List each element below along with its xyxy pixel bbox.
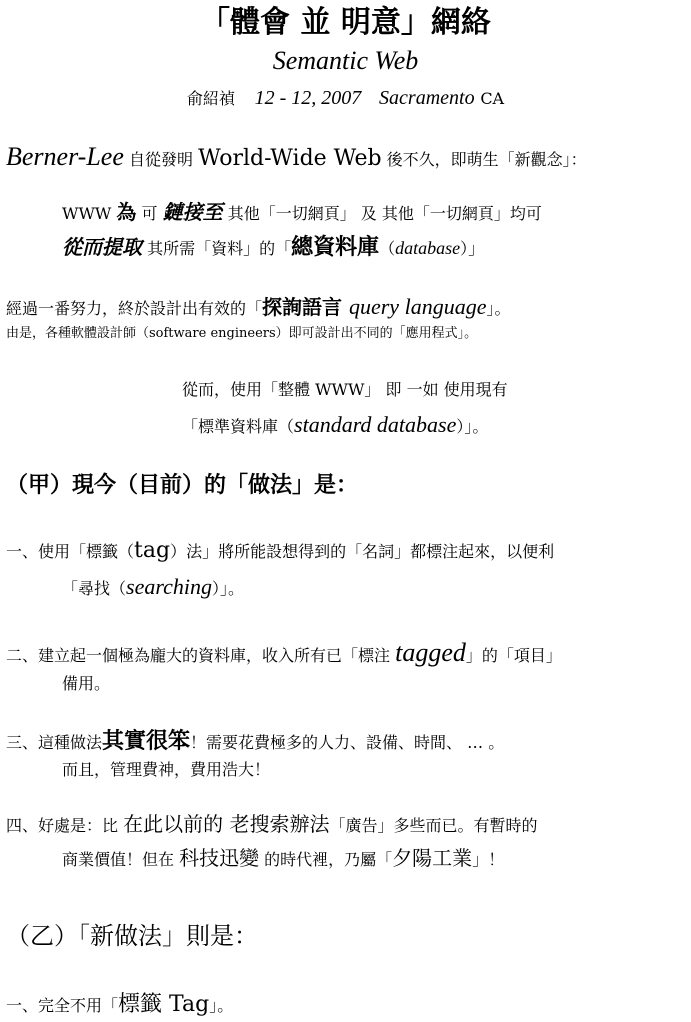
item-a4-close: 」！ (472, 850, 505, 869)
item-a1-rest: ）法」將所能設想得到的「名詞」都標注起來，以便利 (170, 542, 555, 561)
para2-line1 (6, 296, 510, 318)
item-a4-line1 (6, 814, 537, 834)
item-b1-lead: 完全不用「 (38, 996, 119, 1015)
item-a2-line2: 備用。 (62, 674, 111, 693)
item-b1-tag: 標籤 Tag (118, 992, 210, 1017)
author-name: 俞紹禎 (186, 89, 235, 108)
quote2-std-db: standard database (294, 412, 457, 437)
lead-name: Berner-Lee (6, 142, 124, 171)
lead-tail: 後不久，即萌生「新觀念」： (381, 150, 587, 169)
quote1-db-en: database (395, 238, 461, 258)
item-a4-lead: 好處是：比 (38, 816, 124, 835)
quote1-line2 (62, 236, 484, 258)
date-text: 12 - 12, 2007 (254, 87, 362, 109)
quote1-ke: 可 (136, 204, 163, 223)
state-text: CA (480, 89, 505, 108)
para2-query-zh: 探詢語言 (262, 295, 349, 319)
item-a3-line2: 而且，管理費神，費用浩大！ (62, 760, 271, 779)
para2-query-en: query language (348, 294, 487, 319)
para2-lead: 經過一番努力，終於設計出有效的「 (6, 299, 263, 318)
byline (0, 88, 691, 108)
page-subtitle: Semantic Web (272, 46, 419, 75)
quote2-close: ）」。 (456, 417, 489, 436)
item-a4-era: 的時代裡，乃屬「 (259, 850, 393, 869)
quote1-www: WWW (62, 204, 117, 223)
item-a3-line1 (6, 730, 504, 752)
item-b1-close: 」。 (209, 996, 234, 1015)
intro-line (6, 144, 587, 170)
item-a4-old-search: 在此以前的 老搜索辦法 (123, 812, 330, 836)
city-text: Sacramento (379, 87, 475, 109)
lead-text: 自從發明 (123, 150, 199, 169)
item-a1-find: 「尋找（ (62, 579, 127, 598)
item-a4-num: 四、 (6, 816, 39, 835)
item-a3-num: 三、 (6, 733, 39, 752)
quote1-wei: 為 (116, 200, 137, 224)
item-a2-num: 二、 (6, 646, 39, 665)
item-a2-rest: 」的「項目」 (465, 646, 562, 665)
item-a2-lead: 建立起一個極為龐大的資料庫，收入所有已「標注 (38, 646, 396, 665)
quote1-paren-open: （ (379, 239, 396, 258)
item-a4-rest: 「廣告」多些而已。有暫時的 (329, 816, 538, 835)
item-b1 (6, 994, 233, 1016)
item-a1-tag: tag (134, 538, 171, 563)
item-b1-num: 一、 (6, 996, 39, 1015)
item-a4-tech: 科技迅變 (179, 846, 260, 870)
lead-www: World-Wide Web (198, 146, 382, 171)
quote1-rest: 其他「一切網頁」 及 其他「一切網頁」均可 (222, 204, 542, 223)
section-b-heading: （乙）「新做法」則是： (6, 922, 258, 950)
item-a3-stupid: 其實很笨 (102, 728, 191, 754)
item-a4-line2 (62, 848, 504, 868)
item-a1-searching: searching (126, 574, 212, 599)
quote1-link: 鏈接至 (162, 202, 223, 224)
quote1-mid: 其所需「資料」的「 (142, 239, 292, 258)
quote1-extract: 從而提取 (62, 237, 142, 259)
item-a3-lead: 這種做法 (38, 733, 103, 752)
item-a4-sunset: 夕陽工業 (392, 846, 473, 870)
item-a1-close: ）」。 (211, 579, 244, 598)
quote1-db-zh: 總資料庫 (291, 234, 380, 260)
quote1-line1 (62, 202, 542, 223)
quote2-lead: 「標準資料庫（ (182, 417, 295, 436)
item-a1-lead: 使用「標籤（ (38, 542, 135, 561)
quote2-line1: 從而，使用「整體 WWW」 即 一如 使用現有 (182, 380, 508, 399)
item-a1-line1 (6, 540, 554, 562)
quote2-line2 (182, 414, 488, 436)
item-a1-num: 一、 (6, 542, 39, 561)
item-a3-rest: ！需要花費極多的人力、設備、時間、 … 。 (190, 733, 505, 752)
quote1-paren-close: ）」 (460, 239, 485, 258)
para2-line2: 由是，各種軟體設計師（software engineers）即可設計出不同的「應用程式」。 (6, 326, 478, 341)
item-a2-tagged: tagged (395, 638, 466, 667)
page-title: 「體會 並 明意」網絡 (200, 5, 491, 40)
item-a2-line1 (6, 640, 562, 666)
item-a1-line2 (62, 576, 244, 598)
para2-close: 」。 (486, 299, 511, 318)
item-a4-value: 商業價值！但在 (62, 850, 180, 869)
section-a-heading: （甲）現今（目前）的「做法」是： (6, 472, 359, 498)
